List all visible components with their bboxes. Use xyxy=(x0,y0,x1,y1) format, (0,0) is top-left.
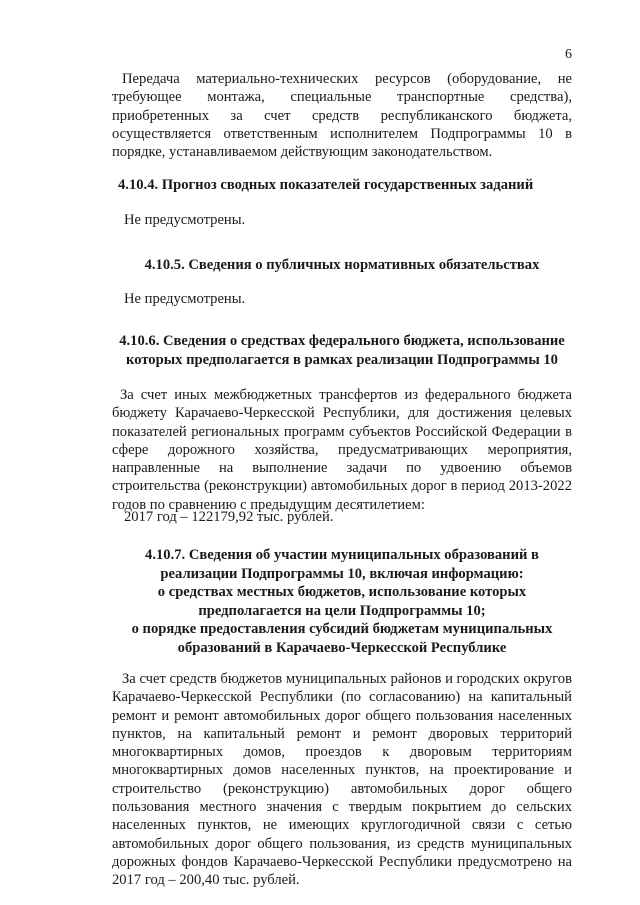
section-4-10-6-paragraph-block xyxy=(112,386,572,514)
intro-paragraph-block xyxy=(112,70,572,161)
section-4-10-7-heading-line-6: образований в Карачаево-Черкесской Республике xyxy=(177,639,507,656)
section-4-10-6-heading-line-2: которых предполагается в рамках реализации Подпрограммы 10 xyxy=(126,351,558,368)
intro-paragraph: Передача материально-технических ресурсов (оборудование, не требующее монтажа, специальные транспортные средства), приобретенных за счет средств республиканского бюджета, осуществляется ответственным исполнителем Подпрограммы 10 в порядке, устанавливаемом действующим законодательством. xyxy=(112,71,572,161)
section-4-10-7-heading-line-3: о средствах местных бюджетов, использование которых xyxy=(157,584,527,601)
section-4-10-7-heading-line-5: о порядке предоставления субсидий бюджетам муниципальных xyxy=(131,621,553,638)
section-4-10-7-paragraph-block xyxy=(112,670,572,890)
section-4-10-4-text: Не предусмотрены. xyxy=(124,212,246,228)
section-4-10-7-heading-line-2: реализации Подпрограммы 10, включая информацию: xyxy=(160,565,524,582)
section-4-10-7-paragraph: За счет средств бюджетов муниципальных районов и городских округов Карачаево-Черкесской Республики (по согласованию) на капитальный ремонт и ремонт автомобильных дорог общего пользования населенных пунктов, на капитальный ремонт и ремонт дворовых территорий многоквартирных домов, проездов к дворовым территориям многоквартирных домов населенных пунктов, на проектирование и строительство (реконструкцию) автомобильных дорог общего пользования местного значения с твердым покрытием до сельских населенных пунктов, не имеющих круглогодичной связи с сетью автомобильных дорог общего пользования, из средств муниципальных дорожных фондов Карачаево-Черкесской Республики предусмотрено на 2017 год – 200,40 тыс. рублей. xyxy=(112,671,572,889)
section-4-10-7-heading-line-1: 4.10.7. Сведения об участии муниципальных образований в xyxy=(145,547,539,563)
page-number: 6 xyxy=(565,47,572,62)
section-4-10-7-heading-line-4: предполагается на цели Подпрограммы 10; xyxy=(198,602,486,619)
section-4-10-5-text: Не предусмотрены. xyxy=(124,291,246,307)
section-4-10-6-paragraph: За счет иных межбюджетных трансфертов из федерального бюджета бюджету Карачаево-Черкесской Республики, для достижения целевых показателей региональных программ субъектов Российской Федерации в сфере дорожного хозяйства, предусматривающих мероприятия, направленные на выполнение задачи по удвоению объемов строительства (реконструкции) автомобильных дорог в период 2013-2022 годов по сравнению с предыдущим десятилетием: xyxy=(112,387,572,513)
section-4-10-6-amount: 2017 год – 122179,92 тыс. рублей. xyxy=(124,509,334,525)
section-4-10-6-heading xyxy=(112,332,572,369)
section-4-10-6-heading-line-1: 4.10.6. Сведения о средствах федерального бюджета, использование xyxy=(119,333,565,349)
section-4-10-5-heading: 4.10.5. Сведения о публичных нормативных обязательствах xyxy=(144,257,540,273)
section-4-10-4-heading: 4.10.4. Прогноз сводных показателей государственных заданий xyxy=(118,177,534,193)
section-4-10-7-heading xyxy=(112,546,572,658)
